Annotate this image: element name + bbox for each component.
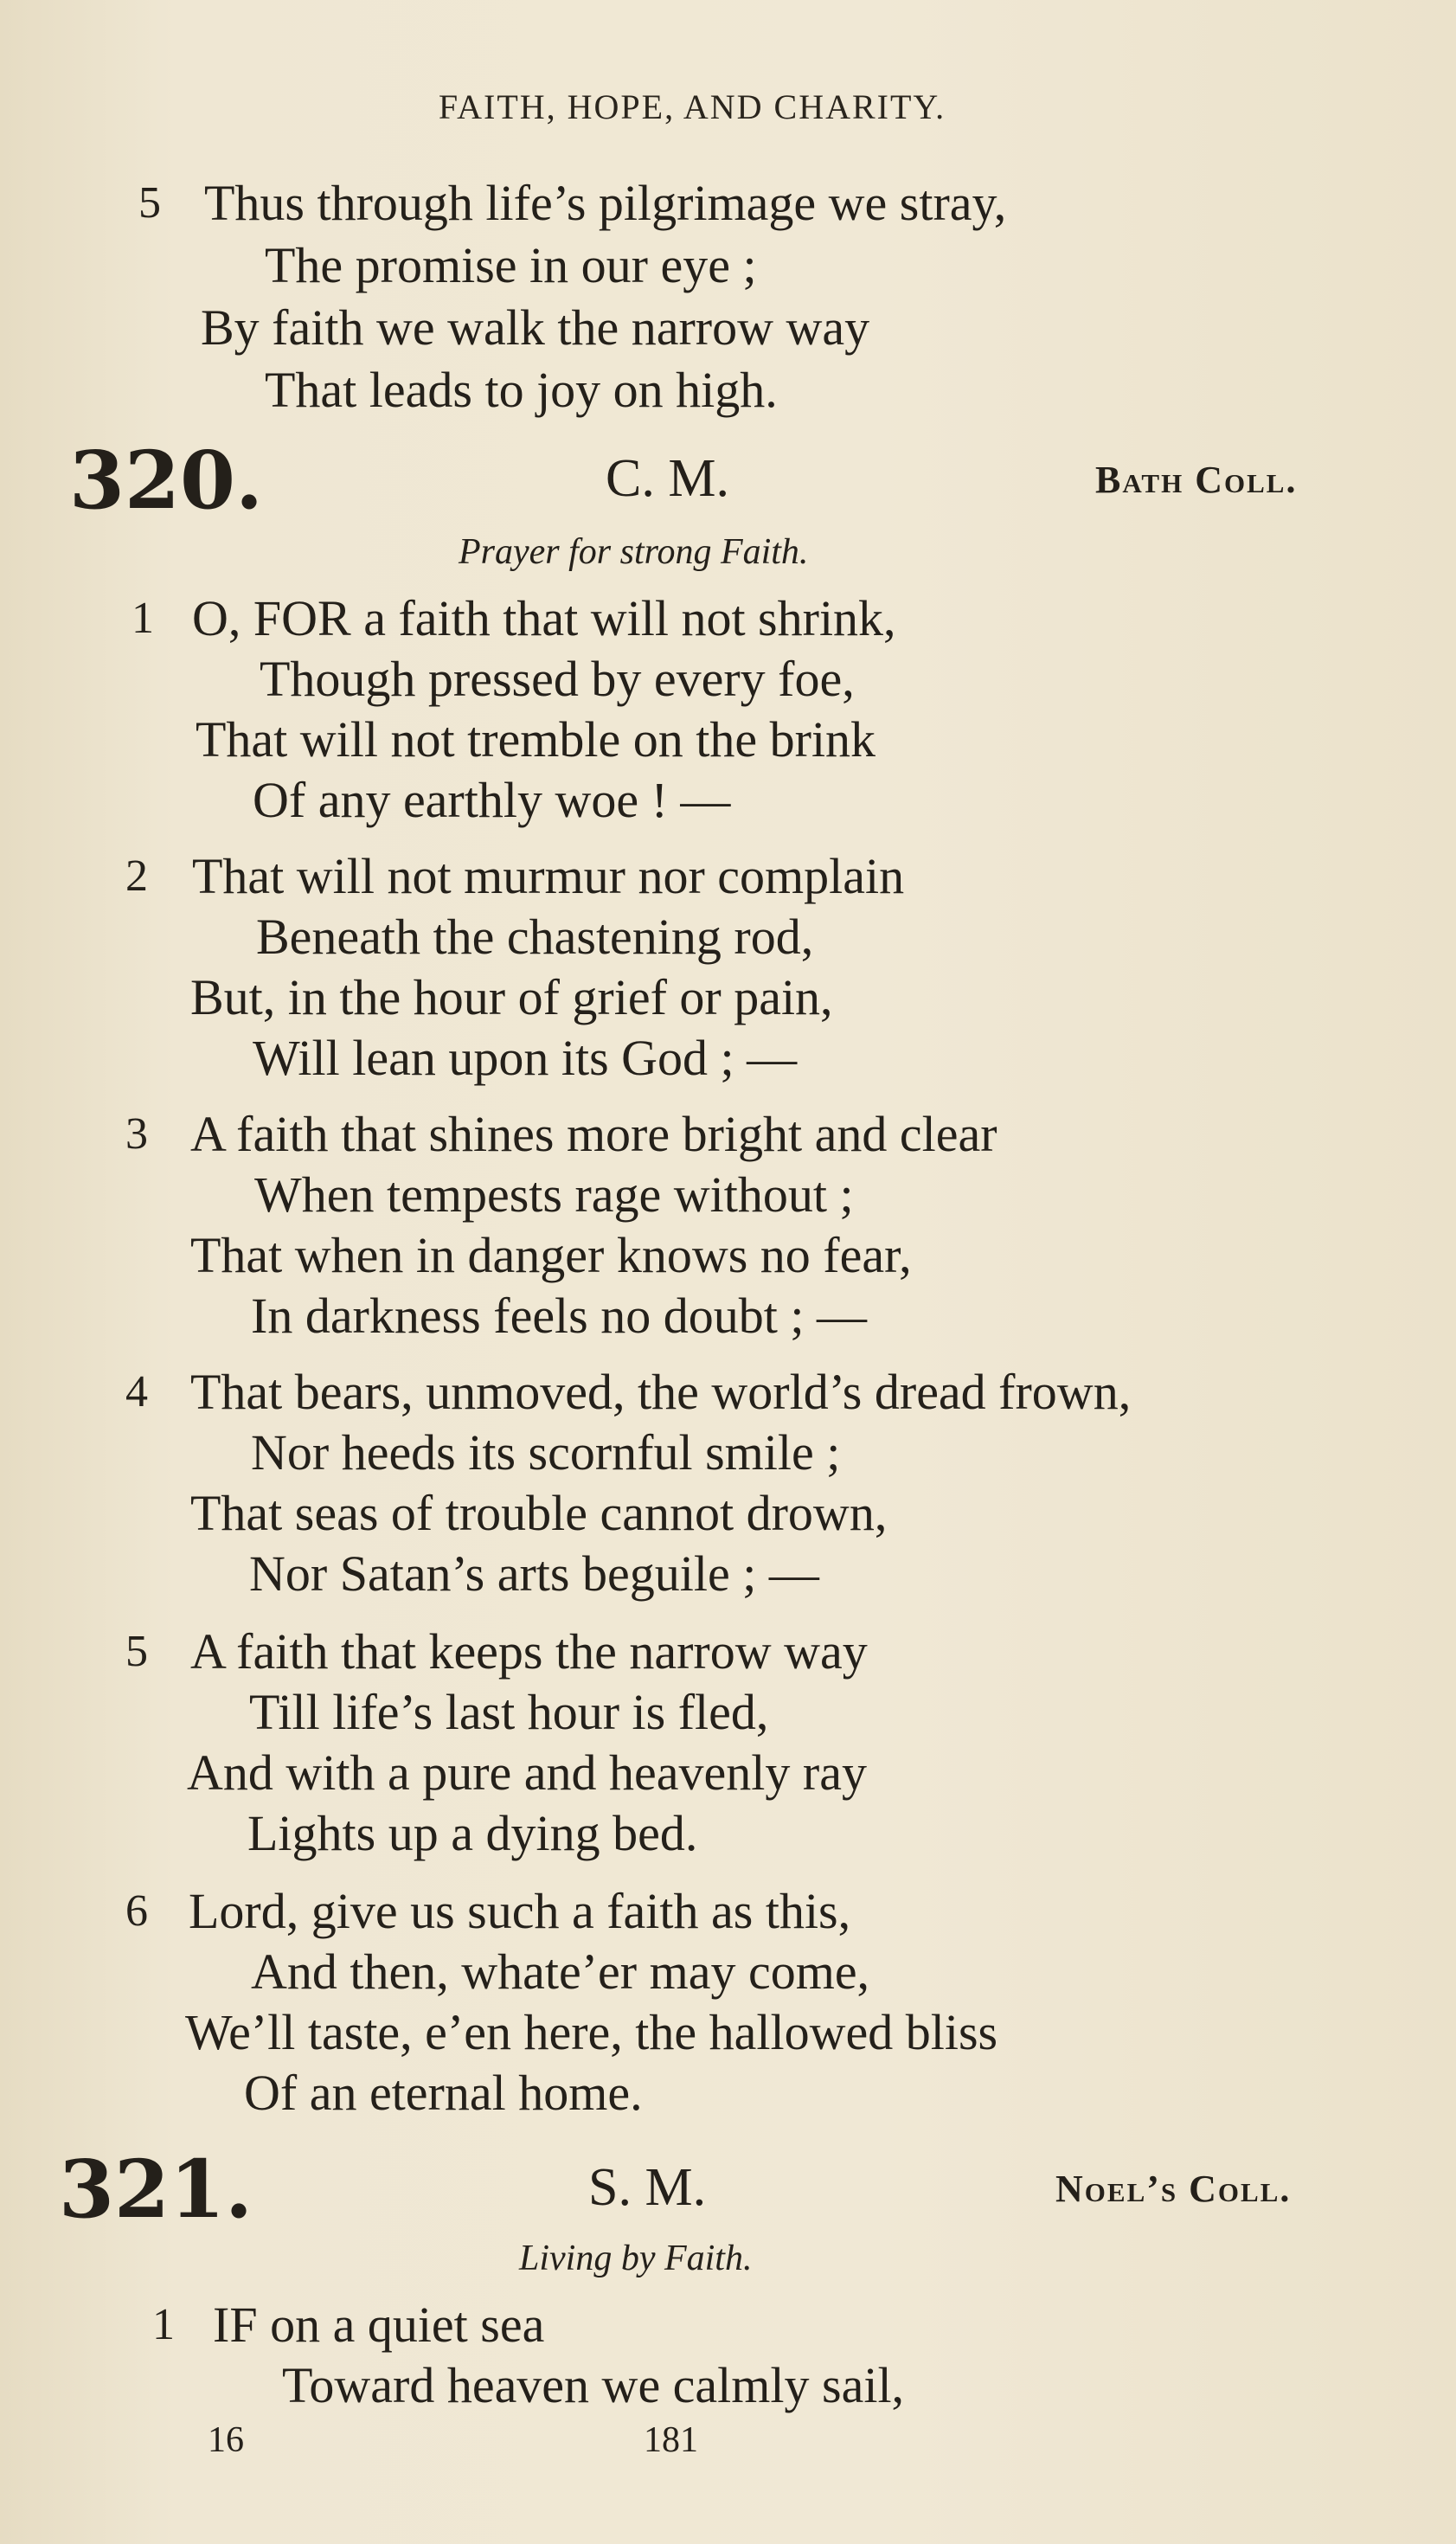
verse-line: That leads to joy on high. [265, 362, 778, 418]
stanza-number: 5 [125, 1627, 148, 1676]
hymn-title: Living by Faith. [519, 2239, 753, 2278]
verse-line: The promise in our eye ; [265, 237, 757, 293]
stanza-number: 4 [125, 1367, 148, 1417]
verse-line: Will lean upon its God ; — [253, 1030, 798, 1086]
verse-line: That seas of trouble cannot drown, [190, 1485, 888, 1541]
verse-line: Of any earthly woe ! — [253, 772, 731, 828]
verse-line: A faith that keeps the narrow way [190, 1623, 868, 1680]
verse-line: O, FOR a faith that will not shrink, [192, 590, 896, 646]
hymn-meter: S. M. [588, 2158, 707, 2217]
verse-line: Of an eternal home. [244, 2065, 643, 2121]
verse-line: When tempests rage without ; [254, 1166, 854, 1223]
verse-line: Till life’s last hour is fled, [249, 1684, 769, 1740]
verse-line: But, in the hour of grief or pain, [190, 969, 833, 1025]
verse-line: IF on a quiet sea [213, 2297, 545, 2353]
stanza-number: 1 [131, 594, 154, 643]
verse-line: In darkness feels no doubt ; — [251, 1288, 867, 1344]
hymn-number: 321. [59, 2142, 253, 2236]
page-number: 181 [644, 2420, 698, 2460]
verse-line: That bears, unmoved, the world’s dread frown, [190, 1364, 1132, 1420]
verse-line: That when in danger knows no fear, [190, 1227, 912, 1283]
verse-line: Lord, give us such a faith as this, [189, 1883, 851, 1939]
verse-line: Lights up a dying bed. [247, 1805, 698, 1861]
stanza-number: 2 [125, 851, 148, 901]
verse-line: Beneath the chastening rod, [256, 909, 814, 965]
hymn-source: Noel’s Coll. [1055, 2168, 1292, 2210]
hymn-number: 320. [69, 434, 264, 527]
verse-line: That will not tremble on the brink [196, 711, 876, 768]
hymn-source: Bath Coll. [1095, 459, 1298, 501]
stanza-number: 1 [152, 2300, 175, 2349]
verse-line: And with a pure and heavenly ray [187, 1744, 867, 1801]
verse-line: Nor Satan’s arts beguile ; — [249, 1545, 819, 1602]
verse-line: Toward heaven we calmly sail, [282, 2357, 905, 2413]
verse-line: Thus through life’s pilgrimage we stray, [204, 175, 1007, 231]
verse-line: And then, whate’er may come, [251, 1943, 870, 2000]
hymn-title: Prayer for strong Faith. [459, 532, 809, 572]
stanza-number: 3 [125, 1109, 148, 1159]
running-head: FAITH, HOPE, AND CHARITY. [438, 87, 946, 126]
verse-line: That will not murmur nor complain [192, 848, 905, 904]
verse-line: By faith we walk the narrow way [201, 299, 870, 356]
verse-line: Nor heeds its scornful smile ; [251, 1424, 841, 1481]
verse-line: Though pressed by every foe, [260, 651, 855, 707]
verse-line: We’ll taste, e’en here, the hallowed bliss [185, 2004, 998, 2060]
signature-mark: 16 [208, 2420, 244, 2460]
stanza-number: 5 [138, 178, 161, 228]
stanza-number: 6 [125, 1886, 148, 1936]
verse-line: A faith that shines more bright and clear [190, 1106, 997, 1162]
hymn-meter: C. M. [606, 449, 729, 508]
